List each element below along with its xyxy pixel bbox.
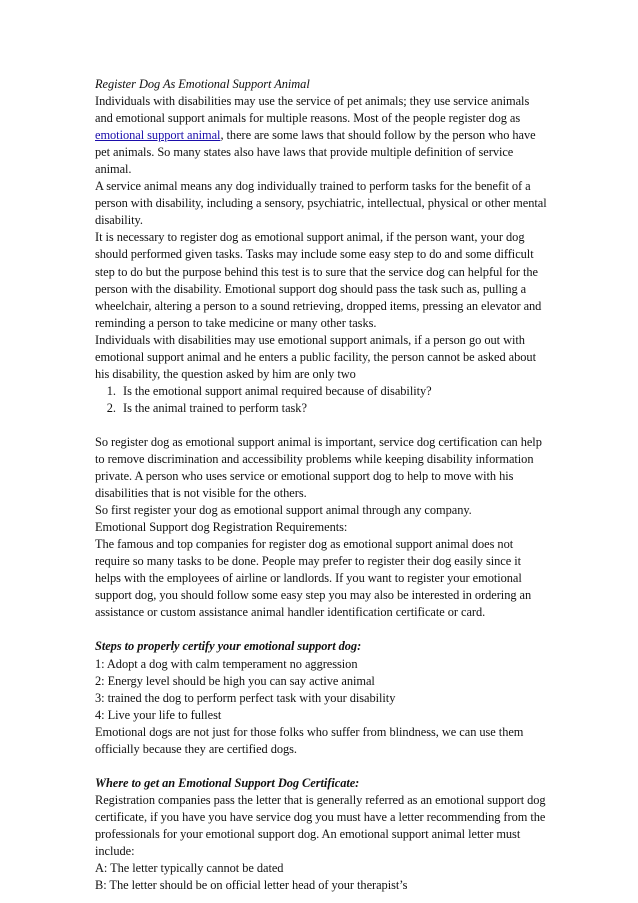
intro-paragraph bbox=[95, 93, 547, 178]
intro-text-start: Individuals with disabilities may use the service of pet animals; they use service animals and emotional support animals for multiple reasons. Most of the people register dog as bbox=[95, 94, 530, 126]
important-paragraph: So register dog as emotional support animal is important, service dog certification can help to remove discrimination and accessibility problems while keeping disability information private. A person who uses service or emotional support dog to help to move with his disabilities that is not visible for the others. bbox=[95, 434, 542, 501]
step-item: 3: trained the dog to perform perfect task with your disability bbox=[95, 690, 396, 705]
step-item: 2: Energy level should be high you can say active animal bbox=[95, 673, 375, 688]
where-heading: Where to get an Emotional Support Dog Certificate: bbox=[95, 775, 360, 790]
questions-list bbox=[95, 383, 547, 417]
emotional-support-animal-link[interactable]: emotional support animal bbox=[95, 128, 221, 143]
spacer bbox=[95, 417, 547, 434]
first-register-paragraph: So first register your dog as emotional support animal through any company. bbox=[95, 503, 472, 518]
step-item: 4: Live your life to fullest bbox=[95, 707, 222, 722]
necessary-paragraph: It is necessary to register dog as emotional support animal, if the person want, your dog should performed given tasks. Tasks may include some easy step to do and some difficult step to do but the purpose behind this test is to sure that the service dog can helpful for the person with the disability. Emotional support dog should pass the task such as, pulling a wheelchair, altering a person to a sound retrieving, dropped items, pressing an elevator and reminding a person to take medicine or many other tasks. bbox=[95, 230, 542, 330]
spacer bbox=[95, 621, 547, 638]
step-item: 1: Adopt a dog with calm temperament no aggression bbox=[95, 656, 358, 671]
spacer bbox=[95, 758, 547, 775]
companies-paragraph: The famous and top companies for register dog as emotional support animal does not require so many tasks to be done. People may prefer to register their dog easily since it helps with the employees of airline or landlords. If you want to register your emotional support dog, you should follow some easy step you may also be interested in ordering an assistance or custom assistance animal handler identification certificate or card. bbox=[95, 537, 532, 620]
registration-paragraph: Registration companies pass the letter that is generally referred as an emotional support dog certificate, if you have you have service dog you must have a letter recommending from the professionals for your emotional support dog. An emotional support animal letter must include: bbox=[95, 792, 546, 858]
emotional-dogs-paragraph: Emotional dogs are not just for those folks who suffer from blindness, we can use them officially because they are certified dogs. bbox=[95, 724, 524, 756]
letter-item: A: The letter typically cannot be dated bbox=[95, 861, 284, 876]
document-title: Register Dog As Emotional Support Animal bbox=[95, 77, 310, 91]
public-facility-paragraph: Individuals with disabilities may use emotional support animals, if a person go out with emotional support animal and he enters a public facility, the person cannot be asked about his disability, the question asked by him are only two bbox=[95, 332, 536, 381]
document-page bbox=[95, 76, 547, 894]
requirements-label: Emotional Support dog Registration Requirements: bbox=[95, 520, 348, 535]
question-item: 2. Is the animal trained to perform task? bbox=[119, 400, 547, 417]
intro-text-end: , there are some laws that should follow by the person who have pet animals. So many states also have laws that provide multiple definition of service animal. bbox=[95, 128, 536, 177]
steps-heading: Steps to properly certify your emotional support dog: bbox=[95, 639, 362, 654]
question-item: 1. Is the emotional support animal required because of disability? bbox=[119, 383, 547, 400]
letter-item: B: The letter should be on official letter head of your therapist’s bbox=[95, 878, 408, 893]
service-animal-paragraph: A service animal means any dog individually trained to perform tasks for the benefit of a person with disability, including a sensory, psychiatric, intellectual, physical or other mental disability. bbox=[95, 179, 547, 228]
